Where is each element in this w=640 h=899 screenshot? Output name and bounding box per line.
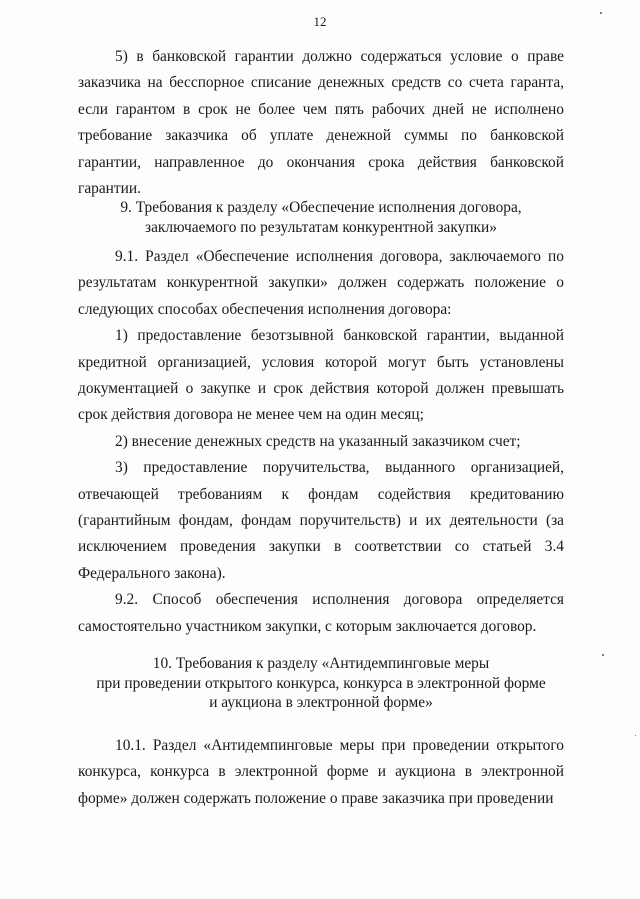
paragraph-guarantee-condition bbox=[78, 44, 564, 202]
section-9-heading bbox=[78, 198, 564, 237]
paragraph-9-1-item-1: 1) предоставление безотзывной банковской гарантии, выданной кредитной организацией, условия которой могут быть установлены документацией о закупке и срок действия которой должен превышать срок действия договора не менее чем на один месяц; bbox=[78, 327, 564, 424]
scan-speck bbox=[602, 654, 604, 656]
page-number: 12 bbox=[313, 14, 327, 29]
scan-speck bbox=[600, 12, 602, 14]
paragraph-9-1: 9.1. Раздел «Обеспечение исполнения договора, заключаемого по результатам конкурентной закупки» должен содержать положение о следующих способах обеспечения исполнения договора: bbox=[78, 248, 564, 318]
paragraph-9-1-item-2: 2) внесение денежных средств на указанный заказчиком счет; bbox=[115, 432, 521, 450]
section-9-body bbox=[78, 244, 564, 640]
section-10-heading bbox=[78, 654, 564, 713]
paragraph-9-1-item-3: 3) предоставление поручительства, выданного организацией, отвечающей требованиям к фондам содействия кредитованию (гарантийным фондам, фондам поручительств) и их деятельности (за исключением проведения закупки в соответствии со статьей 3.4 Федерального закона). bbox=[78, 459, 564, 582]
section-10-heading-line-1: 10. Требования к разделу «Антидемпинговые меры bbox=[152, 655, 490, 672]
scan-speck bbox=[635, 735, 636, 736]
section-10-heading-line-3: и аукциона в электронной форме» bbox=[209, 694, 433, 711]
section-10-body bbox=[78, 733, 564, 812]
paragraph-9-2: 9.2. Способ обеспечения исполнения договора определяется самостоятельно участником закупки, с которым заключается договор. bbox=[78, 591, 564, 635]
section-9-heading-line-2: заключаемого по результатам конкурентной закупки» bbox=[145, 218, 497, 236]
paragraph-item-5: 5) в банковской гарантии должно содержаться условие о праве заказчика на бесспорное списание денежных средств со счета гаранта, если гарантом в срок не более чем пять рабочих дней не исполнено требование заказчика об уплате денежной суммы по банковской гарантии, направленное до окончания срока действия банковской гарантии. bbox=[78, 48, 564, 198]
section-9-heading-line-1: 9. Требования к разделу «Обеспечение исполнения договора, bbox=[120, 199, 522, 216]
paragraph-10-1: 10.1. Раздел «Антидемпинговые меры при проведении открытого конкурса, конкурса в электронной форме и аукциона в электронной форме» должен содержать положение о праве заказчика при проведении bbox=[78, 737, 564, 807]
section-10-heading-line-2: при проведении открытого конкурса, конкурса в электронной форме bbox=[96, 674, 546, 692]
